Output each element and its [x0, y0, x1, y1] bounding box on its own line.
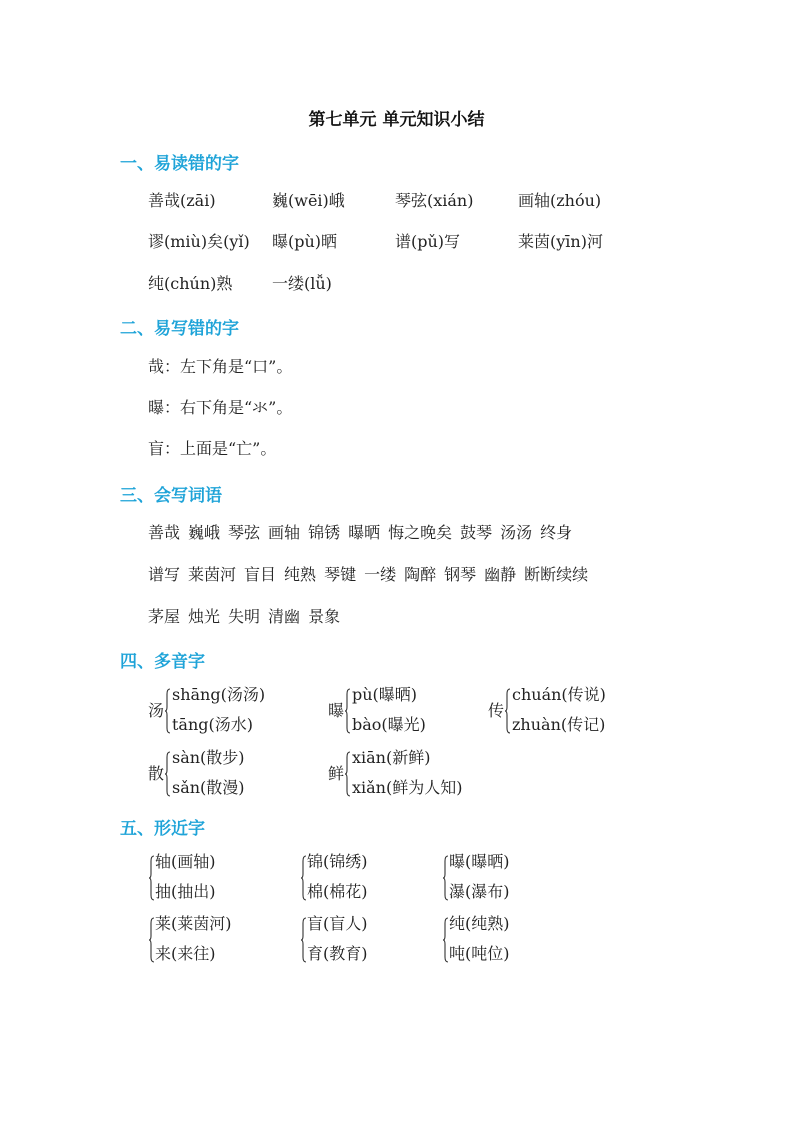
brace-icon: [345, 751, 351, 797]
word: 画轴: [268, 523, 301, 542]
misread-item: 一缕(lǚ): [272, 274, 332, 293]
word: 善哉: [148, 523, 181, 542]
miswrite-note: 曝：右下角是“氺”。: [148, 398, 293, 417]
brace-icon: [505, 688, 511, 734]
miswrite-note: 哉：左下角是“口”。: [148, 357, 293, 376]
word: 断断续续: [524, 565, 589, 584]
similar-char: 曝(曝晒): [449, 852, 510, 871]
misread-item: 善哉(zāi): [148, 191, 216, 210]
similar-char: 纯(纯熟): [449, 914, 510, 933]
similar-char: 抽(抽出): [155, 882, 216, 901]
section-heading-words: 三、会写词语: [120, 486, 222, 506]
brace-icon: [345, 688, 351, 734]
section-heading-similar: 五、形近字: [120, 819, 205, 839]
polyphone-char: 传: [488, 701, 505, 720]
polyphone-char: 汤: [148, 701, 165, 720]
word: 谱写: [148, 565, 181, 584]
words-row-1: [148, 522, 580, 544]
word: 琴弦: [228, 523, 261, 542]
word: 陶醉: [404, 565, 437, 584]
polyphone-reading: xiān(新鲜): [352, 748, 431, 767]
similar-char: 来(来往): [155, 944, 216, 963]
word: 盲目: [244, 565, 277, 584]
word: 终身: [540, 523, 573, 542]
polyphone-char: 散: [148, 764, 165, 783]
misread-item: 谬(miù)矣(yǐ): [148, 232, 250, 251]
word: 鼓琴: [460, 523, 493, 542]
similar-char: 轴(画轴): [155, 852, 216, 871]
word: 纯熟: [284, 565, 317, 584]
word: 汤汤: [500, 523, 533, 542]
polyphone-char: 曝: [328, 701, 345, 720]
misread-item: 琴弦(xián): [395, 191, 474, 210]
word: 烛光: [188, 607, 221, 626]
similar-char: 棉(棉花): [307, 882, 368, 901]
page-title: 第七单元 单元知识小结: [308, 110, 485, 130]
word: 一缕: [364, 565, 397, 584]
similar-char: 育(教育): [307, 944, 368, 963]
polyphone-reading: pù(曝晒): [352, 685, 418, 704]
polyphone-char: 鲜: [328, 764, 345, 783]
word: 清幽: [268, 607, 301, 626]
miswrite-note: 盲：上面是“亡”。: [148, 439, 277, 458]
polyphone-reading: chuán(传说): [512, 685, 606, 704]
misread-item: 曝(pù)晒: [272, 232, 338, 251]
word: 巍峨: [188, 523, 221, 542]
similar-char: 瀑(瀑布): [449, 882, 510, 901]
word: 景象: [308, 607, 341, 626]
words-row-3: [148, 606, 348, 628]
misread-item: 巍(wēi)峨: [272, 191, 345, 210]
similar-char: 锦(锦绣): [307, 852, 368, 871]
section-heading-miswrite: 二、易写错的字: [120, 319, 239, 339]
word: 失明: [228, 607, 261, 626]
polyphone-reading: shāng(汤汤): [172, 685, 266, 704]
polyphone-reading: bào(曝光): [352, 715, 426, 734]
similar-char: 盲(盲人): [307, 914, 368, 933]
word: 锦锈: [308, 523, 341, 542]
similar-char: 莱(莱茵河): [155, 914, 232, 933]
misread-item: 谱(pǔ)写: [395, 232, 461, 251]
section-heading-polyphones: 四、多音字: [120, 652, 205, 672]
misread-item: 莱茵(yīn)河: [518, 232, 603, 251]
brace-icon: [165, 688, 171, 734]
similar-char: 吨(吨位): [449, 944, 510, 963]
word: 钢琴: [444, 565, 477, 584]
polyphone-reading: sǎn(散漫): [172, 778, 245, 797]
misread-item: 纯(chún)熟: [148, 274, 233, 293]
word: 茅屋: [148, 607, 181, 626]
section-heading-misread: 一、易读错的字: [120, 154, 239, 174]
polyphone-reading: xiǎn(鲜为人知): [352, 778, 463, 797]
word: 琴键: [324, 565, 357, 584]
polyphone-reading: zhuàn(传记): [512, 715, 606, 734]
word: 幽静: [484, 565, 517, 584]
misread-item: 画轴(zhóu): [518, 191, 602, 210]
word: 曝晒: [348, 523, 381, 542]
words-row-2: [148, 564, 596, 586]
polyphone-reading: tāng(汤水): [172, 715, 254, 734]
word: 莱茵河: [188, 565, 237, 584]
brace-icon: [165, 751, 171, 797]
polyphone-reading: sàn(散步): [172, 748, 245, 767]
word: 悔之晚矣: [388, 523, 453, 542]
